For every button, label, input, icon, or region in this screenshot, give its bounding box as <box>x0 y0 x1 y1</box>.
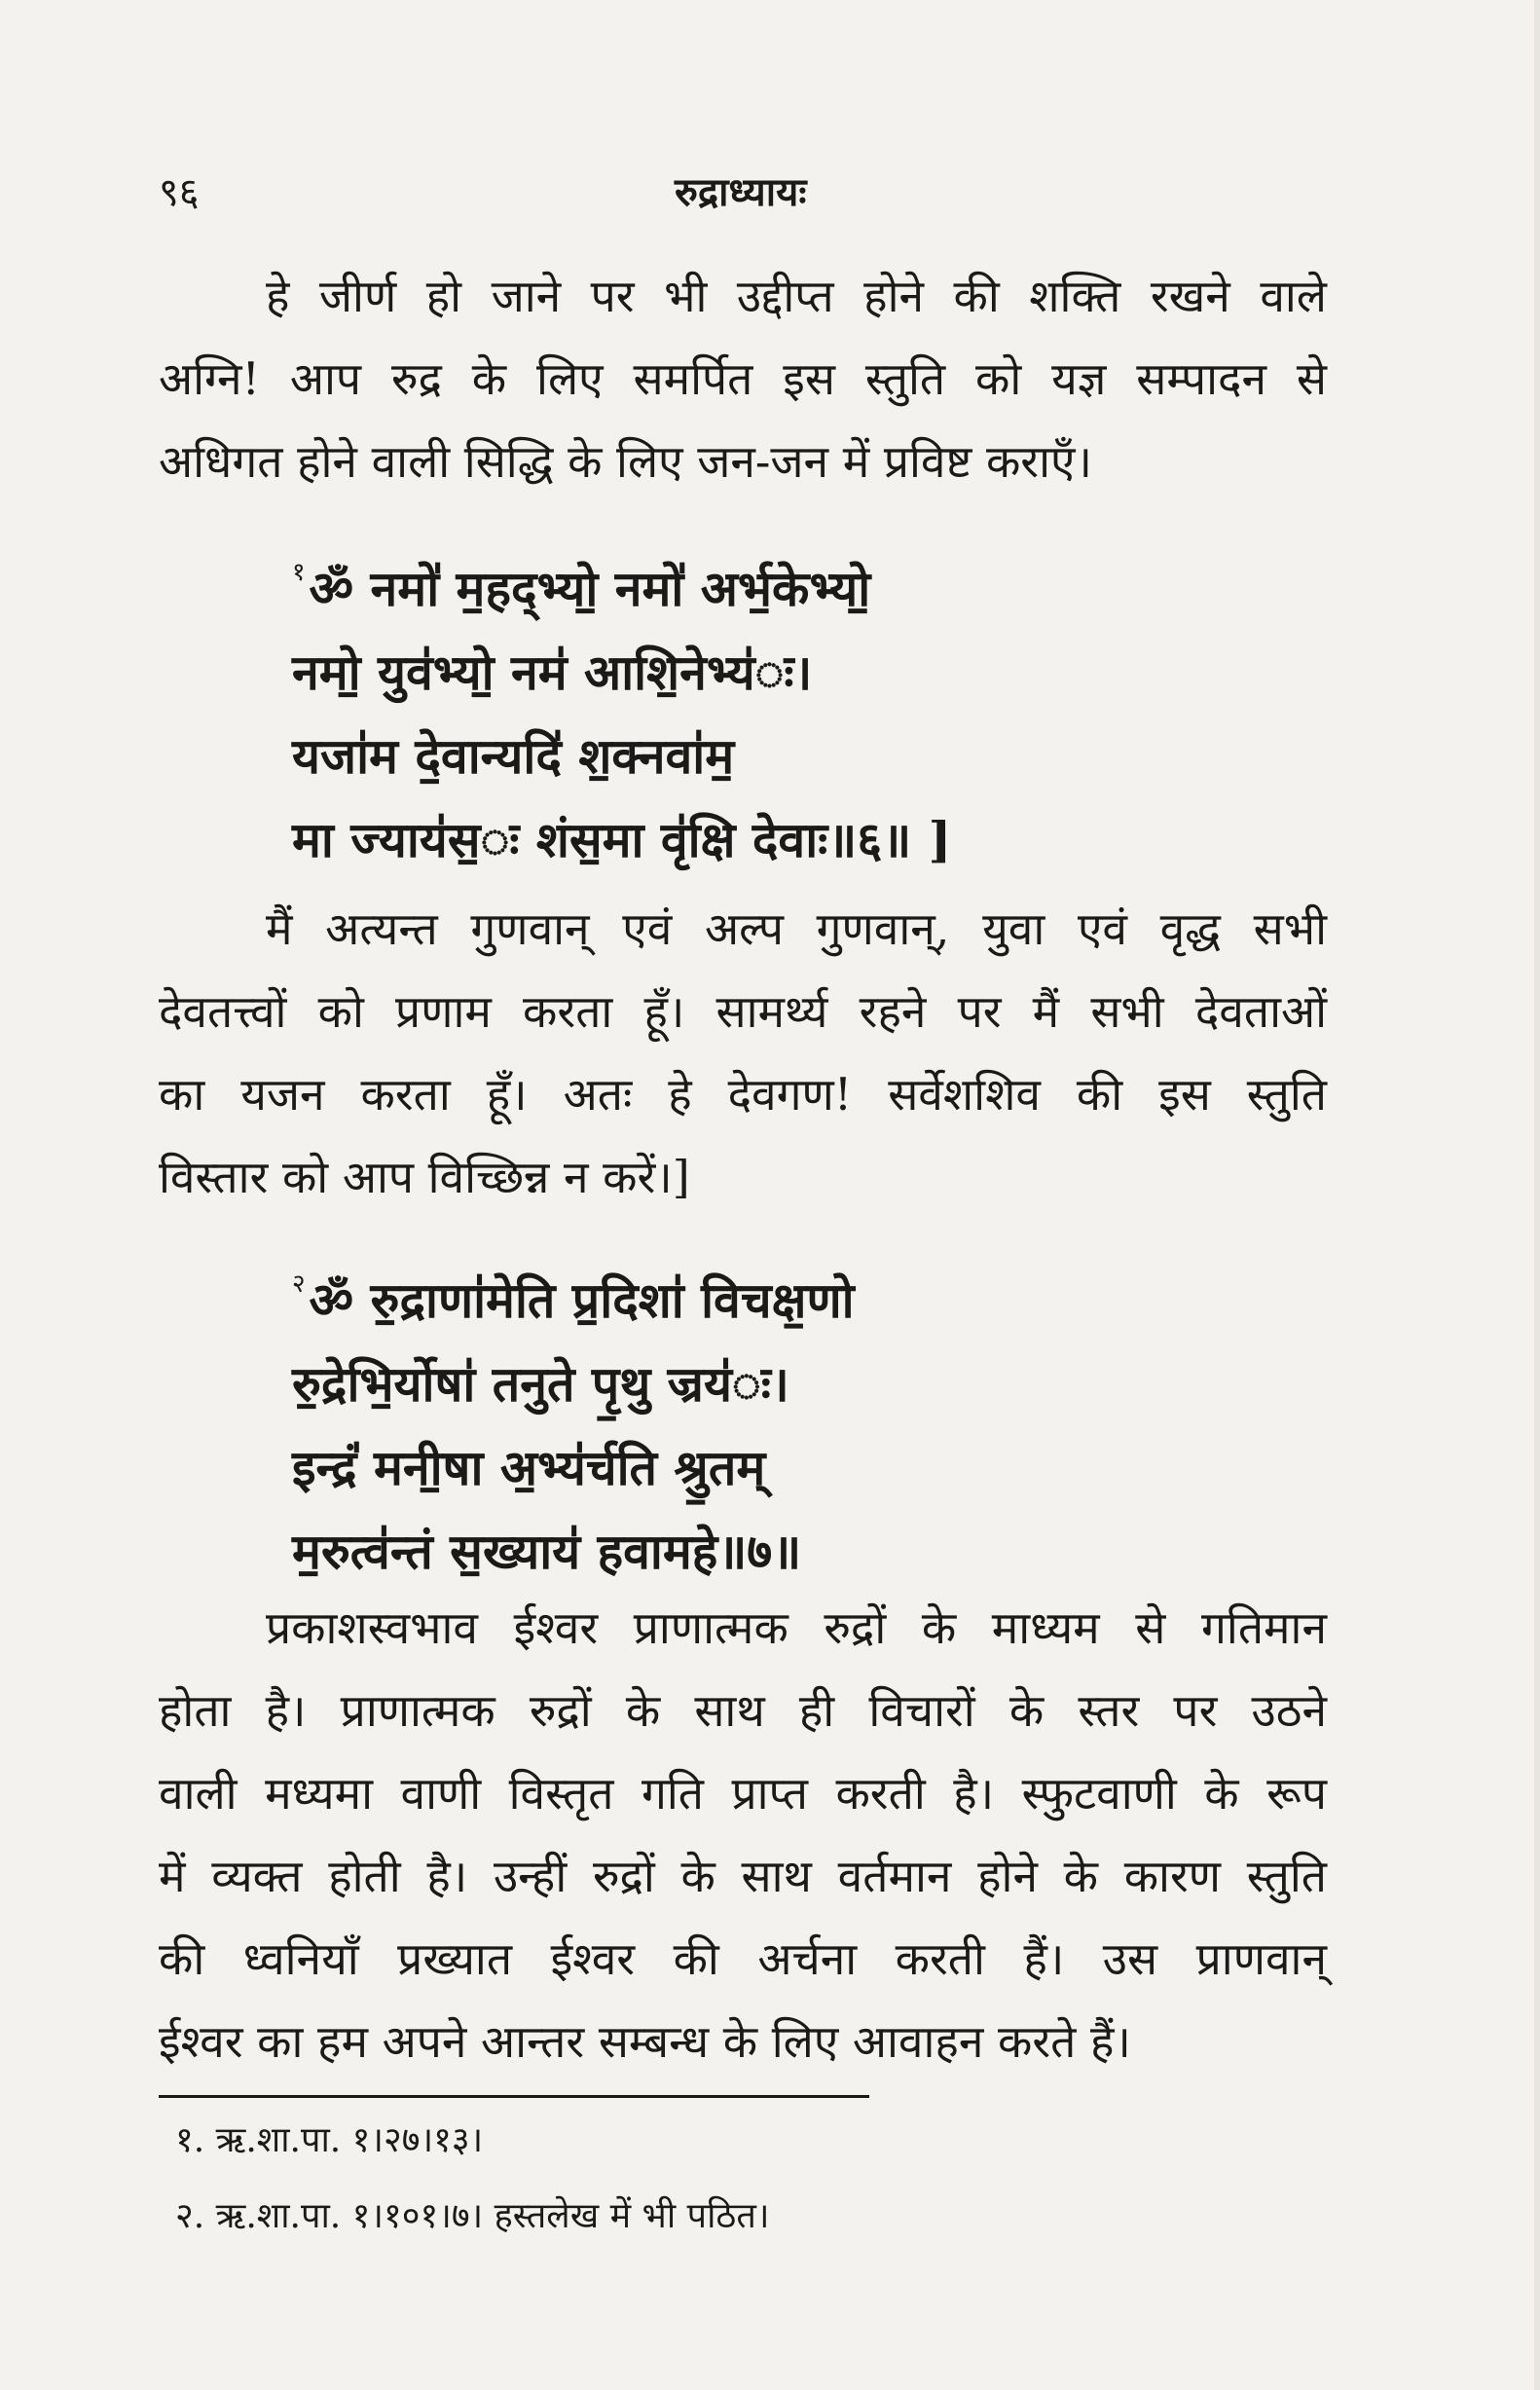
footnotes <box>175 2103 1246 2255</box>
paragraph-line: प्रकाशस्वभाव ईश्वर प्राणात्मक रुद्रों के माध्यम से गतिमान <box>266 1601 1327 1654</box>
running-title: रुद्राध्यायः <box>675 169 807 215</box>
verse-line: $^२$ॐ रु॒द्राणा॑मेति प्र॒दिशा॑ विचक्ष॒णो <box>292 1269 855 1329</box>
verse-line: नमो॒ युव॑भ्यो॒ नम॑ आशि॒नेभ्य॑ः। <box>292 643 813 701</box>
footnote-item: १. ऋ.शा.पा. १।२७।१३। <box>175 2120 484 2160</box>
page-number: ९६ <box>159 170 200 215</box>
paragraph-line: ईश्वर का हम अपने आन्तर सम्बन्ध के लिए आवाहन करते हैं। <box>159 2015 1131 2068</box>
verse-2 <box>292 1242 1265 1594</box>
paragraph-1 <box>159 255 1327 503</box>
paragraph-line: की ध्वनियाँ प्रख्यात ईश्वर की अर्चना करती हैं। उस प्राणवान् <box>159 1932 1327 1985</box>
paragraph-2 <box>159 888 1327 1219</box>
footnote-marker: १ <box>292 558 306 587</box>
verse-line: रु॒द्रेभि॒र्योषा॑ तनुते पृ॒थु ज्रय॑ः। <box>292 1355 789 1413</box>
paragraph-line: देवतत्त्वों को प्रणाम करता हूँ। सामर्थ्य रहने पर मैं सभी देवताओं <box>159 985 1327 1038</box>
paragraph-line: विस्तार को आप विच्छिन्न न करें।] <box>159 1151 690 1203</box>
verse-line: यजा॑म दे॒वान्यदि॑ श॒क्नवा॑म॒ <box>292 727 735 785</box>
verse-line: इन्द्रं॑ मनी॒षा अ॒भ्य॑र्चति श्रु॒तम् <box>292 1439 766 1496</box>
paragraph-line: होता है। प्राणात्मक रुद्रों के साथ ही विचारों के स्तर पर उठने <box>159 1684 1327 1737</box>
paragraph-line: हे जीर्ण हो जाने पर भी उद्दीप्त होने की शक्ति रखने वाले <box>266 270 1327 322</box>
paragraph-line: में व्यक्त होती है। उन्हीं रुद्रों के साथ वर्तमान होने के कारण स्तुति <box>159 1850 1327 1902</box>
page-header <box>159 164 1345 215</box>
verse-line: म॒रुत्व॑न्तं स॒ख्याय॑ हवामहे॥७॥ <box>292 1523 802 1580</box>
page-edge <box>1534 0 1540 2390</box>
paragraph-line: अधिगत होने वाली सिद्धि के लिए जन-जन में प्रविष्ट कराएँ। <box>159 435 1092 488</box>
verse-1 <box>292 531 1265 882</box>
footnote-divider <box>159 2095 869 2098</box>
verse-line: मा ज्याय॑स॒ः शंस॒मा वृ॑क्षि देवाः॥६॥ ] <box>292 811 952 868</box>
paragraph-line: अग्नि! आप रुद्र के लिए समर्पित इस स्तुति को यज्ञ सम्पादन से <box>159 352 1327 405</box>
footnote-marker: २ <box>292 1269 306 1299</box>
footnote-item: २. ऋ.शा.पा. १।१०१।७। हस्तलेख में भी पठित। <box>175 2196 770 2236</box>
paragraph-line: वाली मध्यमा वाणी विस्तृत गति प्राप्त करती है। स्फुटवाणी के रूप <box>159 1767 1327 1820</box>
paragraph-3 <box>159 1587 1327 2083</box>
paragraph-line: का यजन करता हूँ। अतः हे देवगण! सर्वेशशिव की इस स्तुति <box>159 1068 1327 1121</box>
paragraph-line: मैं अत्यन्त गुणवान् एवं अल्प गुणवान्, युवा एवं वृद्ध सभी <box>266 902 1327 955</box>
verse-line: $^१$ॐ नमो॑ म॒हद्भ्यो॒ नमो॑ अर्भ॒केभ्यो॒ <box>292 558 871 617</box>
